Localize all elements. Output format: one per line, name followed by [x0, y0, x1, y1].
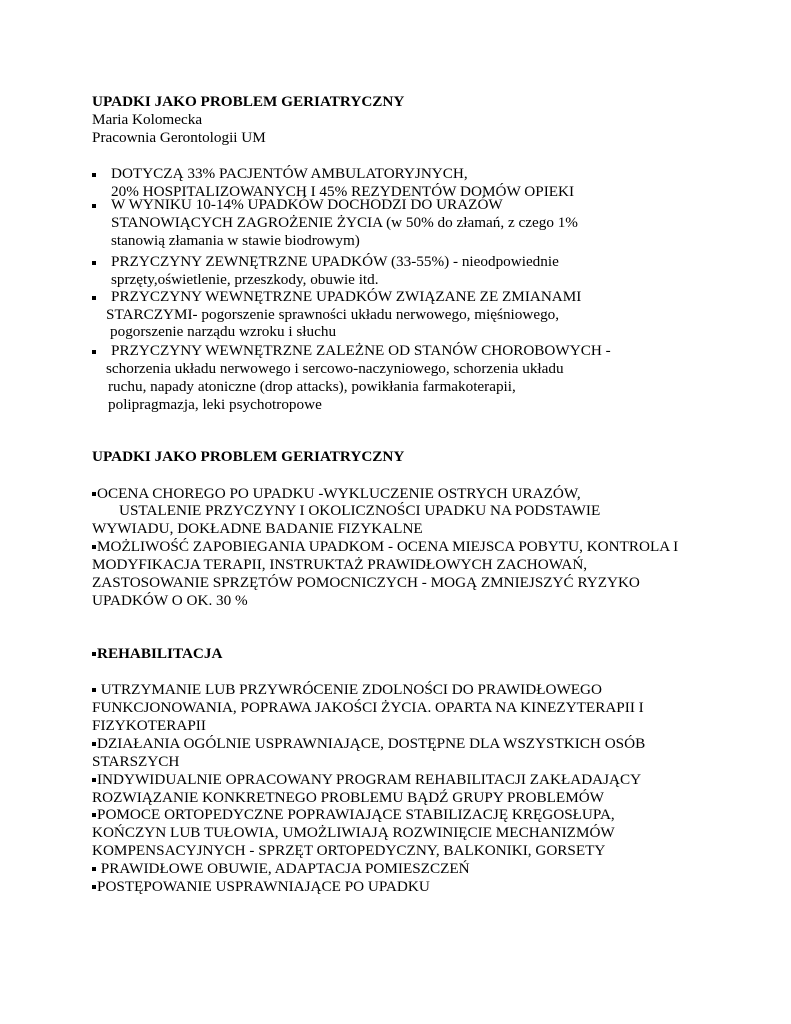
list-item-line: PRZYCZYNY ZEWNĘTRZNE UPADKÓW (33-55%) - nieodpowiednie — [111, 253, 559, 270]
list-item-line — [92, 806, 615, 824]
square-bullet-icon — [92, 652, 96, 656]
square-bullet-icon — [92, 742, 96, 746]
square-bullet-icon — [92, 688, 96, 692]
square-bullet-icon — [92, 261, 96, 265]
list-item-text: POMOCE ORTOPEDYCZNE POPRAWIAJĄCE STABILIZACJĘ KRĘGOSŁUPA, — [97, 806, 615, 823]
list-item-line — [92, 878, 430, 896]
list-item-line: FUNKCJONOWANIA, POPRAWA JAKOŚCI ŻYCIA. OPARTA NA KINEZYTERAPII I — [92, 699, 644, 716]
list-item-line — [92, 735, 645, 753]
list-item-line: PRZYCZYNY WEWNĘTRZNE UPADKÓW ZWIĄZANE ZE ZMIANAMI — [111, 288, 582, 305]
section3-heading-text: REHABILITACJA — [97, 645, 223, 662]
list-item-line: KOŃCZYN LUB TUŁOWIA, UMOŻLIWIAJĄ ROZWINIĘCIE MECHANIZMÓW — [92, 824, 615, 841]
list-item-line: STARSZYCH — [92, 753, 180, 770]
list-item-line — [92, 860, 470, 878]
square-bullet-icon — [92, 867, 96, 871]
square-bullet-icon — [92, 492, 96, 496]
square-bullet-icon — [92, 778, 96, 782]
list-item-line: USTALENIE PRZYCZYNY I OKOLICZNOŚCI UPADKU NA PODSTAWIE — [119, 502, 601, 519]
square-bullet-icon — [92, 173, 96, 177]
list-item-line: ROZWIĄZANIE KONKRETNEGO PROBLEMU BĄDŹ GRUPY PROBLEMÓW — [92, 789, 604, 806]
section3-heading — [92, 645, 222, 663]
list-item-text: UTRZYMANIE LUB PRZYWRÓCENIE ZDOLNOŚCI DO PRAWIDŁOWEGO — [97, 681, 602, 698]
section2-heading: UPADKI JAKO PROBLEM GERIATRYCZNY — [92, 448, 405, 465]
square-bullet-icon — [92, 885, 96, 889]
list-item-text: OCENA CHOREGO PO UPADKU -WYKLUCZENIE OSTRYCH URAZÓW, — [97, 485, 581, 502]
list-item-line: pogorszenie narządu wzroku i słuchu — [110, 323, 337, 340]
list-item-text: PRAWIDŁOWE OBUWIE, ADAPTACJA POMIESZCZEŃ — [97, 860, 470, 877]
list-item-line: stanowią złamania w stawie biodrowym) — [111, 232, 360, 249]
square-bullet-icon — [92, 813, 96, 817]
square-bullet-icon — [92, 545, 96, 549]
list-item-line: WYWIADU, DOKŁADNE BADANIE FIZYKALNE — [92, 520, 423, 537]
list-item-line: STARCZYMI- pogorszenie sprawności układu nerwowego, mięśniowego, — [106, 306, 560, 323]
list-item-text: MOŻLIWOŚĆ ZAPOBIEGANIA UPADKOM - OCENA MIEJSCA POBYTU, KONTROLA I — [97, 538, 679, 555]
list-item-line: polipragmazja, leki psychotropowe — [108, 396, 322, 413]
list-item-line: ZASTOSOWANIE SPRZĘTÓW POMOCNICZYCH - MOGĄ ZMNIEJSZYĆ RYZYKO — [92, 574, 640, 591]
section1-heading: UPADKI JAKO PROBLEM GERIATRYCZNY — [92, 93, 405, 110]
list-item-line — [92, 538, 678, 556]
list-item-line: FIZYKOTERAPII — [92, 717, 206, 734]
square-bullet-icon — [92, 204, 96, 208]
list-item-text: INDYWIDUALNIE OPRACOWANY PROGRAM REHABILITACJI ZAKŁADAJĄCY — [97, 771, 642, 788]
list-item-text: DZIAŁANIA OGÓLNIE USPRAWNIAJĄCE, DOSTĘPNE DLA WSZYSTKICH OSÓB — [97, 735, 646, 752]
list-item-line: STANOWIĄCYCH ZAGROŻENIE ŻYCIA (w 50% do złamań, z czego 1% — [111, 214, 578, 231]
list-item-line: UPADKÓW O OK. 30 % — [92, 592, 248, 609]
author-name: Maria Kolomecka — [92, 111, 203, 128]
list-item-line: MODYFIKACJA TERAPII, INSTRUKTAŻ PRAWIDŁOWYCH ZACHOWAŃ, — [92, 556, 588, 573]
list-item-line — [92, 485, 581, 503]
list-item-line: ruchu, napady atoniczne (drop attacks), powikłania farmakoterapii, — [108, 378, 516, 395]
list-item-line: schorzenia układu nerwowego i sercowo-naczyniowego, schorzenia układu — [106, 360, 564, 377]
list-item-line: KOMPENSACYJNYCH - SPRZĘT ORTOPEDYCZNY, BALKONIKI, GORSETY — [92, 842, 606, 859]
list-item-line: DOTYCZĄ 33% PACJENTÓW AMBULATORYJNYCH, — [111, 165, 468, 182]
list-item-line: PRZYCZYNY WEWNĘTRZNE ZALEŻNE OD STANÓW CHOROBOWYCH - — [111, 342, 611, 359]
list-item-text: POSTĘPOWANIE USPRAWNIAJĄCE PO UPADKU — [97, 878, 430, 895]
list-item-line: 20% HOSPITALIZOWANYCH I 45% REZYDENTÓW DOMÓW OPIEKI — [111, 183, 575, 200]
affiliation: Pracownia Gerontologii UM — [92, 129, 266, 146]
list-item-line: sprzęty,oświetlenie, przeszkody, obuwie itd. — [111, 271, 379, 288]
list-item-line — [92, 681, 602, 699]
square-bullet-icon — [92, 296, 96, 300]
list-item-line — [92, 771, 641, 789]
square-bullet-icon — [92, 350, 96, 354]
list-item-line: W WYNIKU 10-14% UPADKÓW DOCHODZI DO URAZÓW — [111, 196, 503, 213]
